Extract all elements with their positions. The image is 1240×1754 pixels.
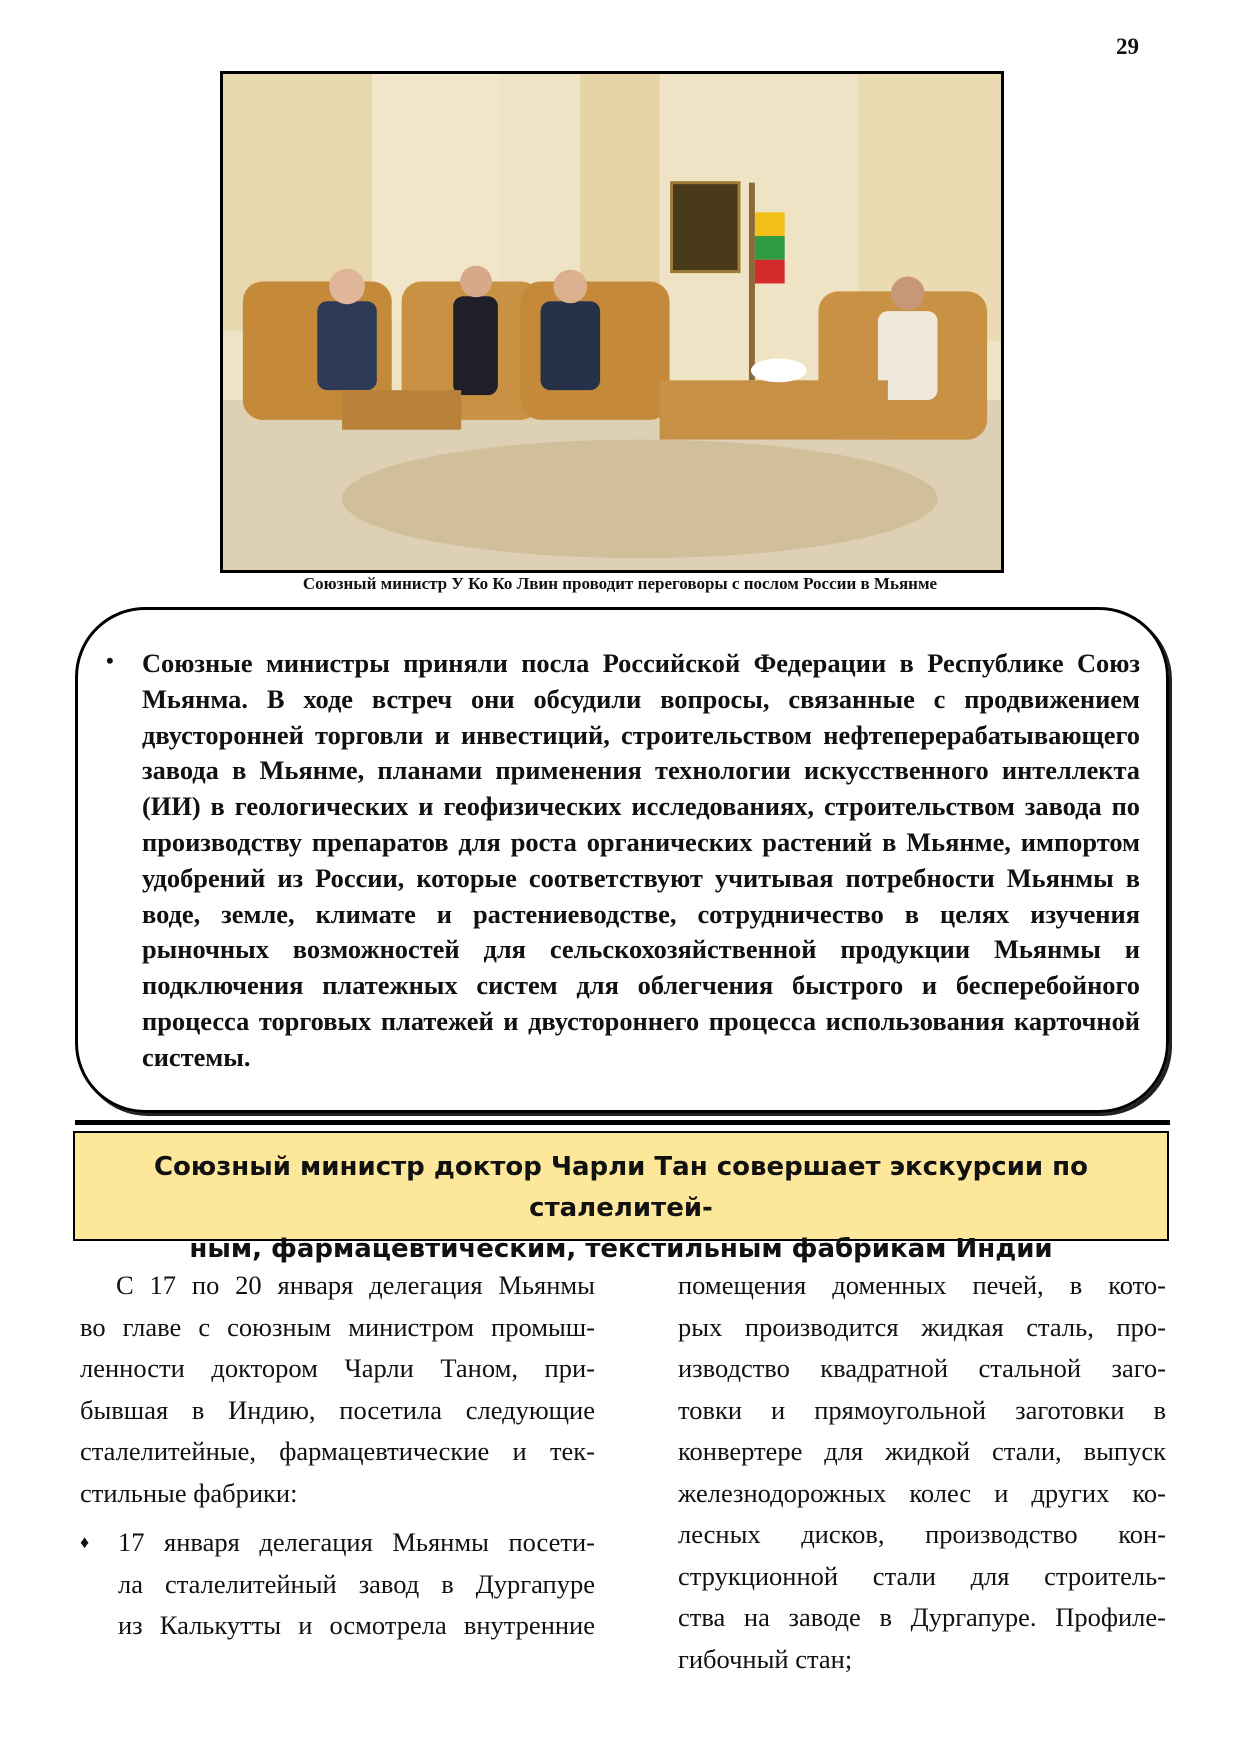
text-line: ла сталелитейный завод в Дургапуре bbox=[118, 1568, 595, 1599]
text-line: ства на заводе в Дургапуре. Профиле- bbox=[678, 1602, 1166, 1632]
page-number: 29 bbox=[1116, 34, 1139, 59]
article-left-column bbox=[80, 1265, 595, 1647]
text-line: 17 января делегация Мьянмы посети- bbox=[118, 1527, 595, 1557]
text-line: товки и прямоугольной заготовки в bbox=[678, 1394, 1166, 1425]
text-line: изводство квадратной стальной заго- bbox=[678, 1353, 1166, 1383]
text-line: стильные фабрики: bbox=[80, 1477, 298, 1508]
list-item bbox=[80, 1522, 595, 1647]
meeting-photo-illustration bbox=[223, 74, 1001, 570]
article-headline bbox=[73, 1131, 1169, 1264]
diamond-bullet-icon: ♦ bbox=[80, 1532, 90, 1552]
highlight-bullet-text: Союзные министры приняли посла Российской Федерации в Республике Союз Мьянма. В ходе встреч они обсудили вопросы, связанные с продвижением двусторонней торговли и инвестиций, строительством нефтеперерабатывающего завода в Мьянме, планами применения технологии искусственного интеллекта (ИИ) в геологических и геофизических исследованиях, строительством завода по производству препаратов для роста органических растений в Мьянме, импортом удобрений из России, которые соответствуют учитывая потребности Мьянмы в воде, земле, климате и растениеводстве, сотрудничество в целях изучения рыночных возможностей для сельскохозяйственной продукции Мьянмы и подключения платежных систем для облегчения быстрого и бесперебойного процесса торговых платежей и двустороннего процесса использования карточной системы. bbox=[142, 648, 1140, 1072]
meeting-photo bbox=[220, 71, 1004, 573]
text-line: железнодорожных колес и других ко- bbox=[678, 1477, 1166, 1508]
section-divider bbox=[75, 1120, 1170, 1125]
text-line: конвертере для жидкой стали, выпуск bbox=[678, 1436, 1166, 1466]
text-line: рых производится жидкая сталь, про- bbox=[678, 1311, 1166, 1342]
text-line: во главе с союзным министром промыш- bbox=[80, 1311, 595, 1342]
intro-paragraph bbox=[80, 1265, 595, 1514]
text-line: бывшая в Индию, посетила следующие bbox=[80, 1394, 595, 1425]
text-line: из Калькутты и осмотрела внутренние bbox=[118, 1610, 595, 1640]
text-line: сталелитейные, фармацевтические и тек- bbox=[80, 1436, 595, 1466]
bullet-dot-icon: • bbox=[106, 648, 114, 673]
headline-line-2: ным, фармацевтическим, текстильным фабрикам Индии bbox=[189, 1234, 1053, 1264]
text-line: гибочный стан; bbox=[678, 1643, 853, 1674]
text-line: помещения доменных печей, в кото- bbox=[678, 1270, 1166, 1300]
text-line: ленности доктором Чарли Таном, при- bbox=[80, 1353, 595, 1383]
text-line: струкционной стали для строитель- bbox=[678, 1560, 1166, 1591]
headline-line-1: Союзный министр доктор Чарли Тан совершает экскурсии по сталелитей- bbox=[153, 1152, 1089, 1223]
highlight-box bbox=[75, 607, 1169, 1113]
photo-caption: Союзный министр У Ко Ко Лвин проводит переговоры с послом России в Мьянме bbox=[302, 574, 938, 593]
article-right-column bbox=[678, 1265, 1166, 1680]
text-line: С 17 по 20 января делегация Мьянмы bbox=[116, 1270, 595, 1300]
text-line: лесных дисков, производство кон- bbox=[678, 1519, 1166, 1549]
